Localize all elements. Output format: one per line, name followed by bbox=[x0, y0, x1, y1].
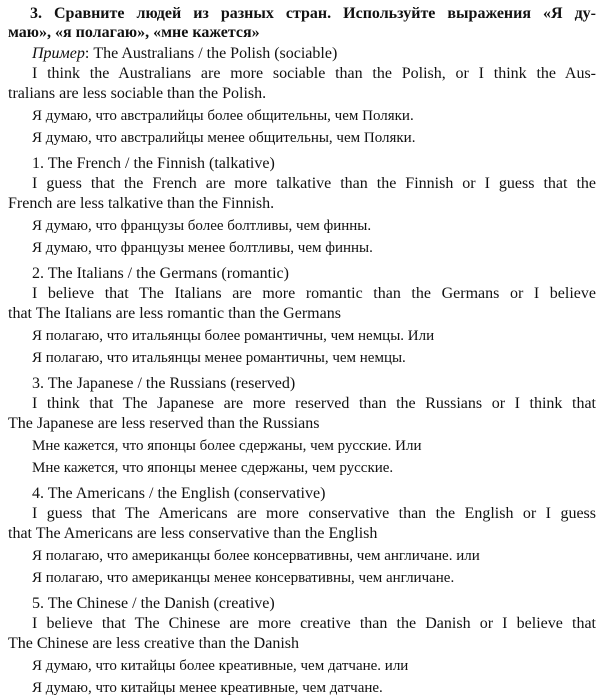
item-english bbox=[8, 504, 596, 544]
example-label-prefix: Пример bbox=[32, 45, 85, 62]
item-russian-1: Я полагаю, что американцы более консервативны, чем англичане. или bbox=[32, 548, 480, 564]
item-english-line-2: that The Americans are less conservative than the English bbox=[8, 525, 378, 542]
exercise-item-4 bbox=[8, 484, 596, 588]
item-russian-2: Мне кажется, что японцы менее сдержаны, чем русские. bbox=[32, 460, 394, 476]
item-label: 1. The French / the Finnish (talkative) bbox=[32, 155, 275, 172]
item-label: 3. The Japanese / the Russians (reserved) bbox=[32, 375, 296, 392]
item-russian-2: Я думаю, что французы менее болтливы, чем финны. bbox=[32, 240, 373, 256]
item-english-line-2: French are less talkative than the Finnish. bbox=[8, 195, 275, 212]
item-russian-1: Мне кажется, что японцы более сдержаны, чем русские. Или bbox=[32, 438, 422, 454]
item-russian-2: Я полагаю, что итальянцы менее романтичны, чем немцы. bbox=[32, 350, 406, 366]
item-english-line-2: The Chinese are less creative than the Danish bbox=[8, 635, 299, 652]
item-english-line-1: I believe that The Chinese are more creative than the Danish or I believe that bbox=[32, 615, 596, 632]
example-russian-1: Я думаю, что австралийцы более общительны, чем Поляки. bbox=[32, 108, 414, 124]
example-english bbox=[8, 64, 596, 104]
item-label: 2. The Italians / the Germans (romantic) bbox=[32, 265, 289, 282]
textbook-page bbox=[8, 4, 596, 698]
exercise-item-2 bbox=[8, 264, 596, 368]
item-english bbox=[8, 174, 596, 214]
exercise-item-1 bbox=[8, 154, 596, 258]
heading-line-1: 3. Сравните людей из разных стран. Используйте выражения «Я ду- bbox=[30, 5, 596, 22]
item-english bbox=[8, 614, 596, 654]
heading-line-2: маю», «я полагаю», «мне кажется» bbox=[8, 24, 260, 41]
exercise-item-5 bbox=[8, 594, 596, 698]
item-russian-1: Я думаю, что китайцы более креативные, чем датчане. или bbox=[32, 658, 409, 674]
exercise-item-3 bbox=[8, 374, 596, 478]
example-english-line-2: tralians are less sociable than the Polish. bbox=[8, 85, 267, 102]
item-english-line-1: I guess that the French are more talkative than the Finnish or I guess that the bbox=[32, 175, 596, 192]
item-english-line-1: I believe that The Italians are more romantic than the Germans or I believe bbox=[32, 285, 596, 302]
item-russian-2: Я думаю, что китайцы менее креативные, чем датчане. bbox=[32, 680, 383, 696]
item-label: 4. The Americans / the English (conservative) bbox=[32, 485, 326, 502]
item-russian-2: Я полагаю, что американцы менее консервативны, чем англичане. bbox=[32, 570, 455, 586]
item-english-line-1: I guess that The Americans are more conservative than the English or I guess bbox=[32, 505, 596, 522]
item-russian-1: Я думаю, что французы более болтливы, чем финны. bbox=[32, 218, 372, 234]
item-english-line-1: I think that The Japanese are more reserved than the Russians or I think that bbox=[32, 395, 596, 412]
example-block bbox=[8, 44, 596, 148]
example-label bbox=[8, 44, 596, 64]
exercise-heading bbox=[8, 4, 596, 42]
item-russian-1: Я полагаю, что итальянцы более романтичны, чем немцы. Или bbox=[32, 328, 435, 344]
item-label: 5. The Chinese / the Danish (creative) bbox=[32, 595, 275, 612]
example-russian-2: Я думаю, что австралийцы менее общительны, чем Поляки. bbox=[32, 130, 416, 146]
item-english bbox=[8, 284, 596, 324]
item-english-line-2: The Japanese are less reserved than the Russians bbox=[8, 415, 320, 432]
item-english-line-2: that The Italians are less romantic than the Germans bbox=[8, 305, 341, 322]
item-english bbox=[8, 394, 596, 434]
example-english-line-1: I think the Australians are more sociable than the Polish, or I think the Aus- bbox=[32, 65, 596, 82]
example-label-rest: : The Australians / the Polish (sociable) bbox=[84, 45, 338, 62]
